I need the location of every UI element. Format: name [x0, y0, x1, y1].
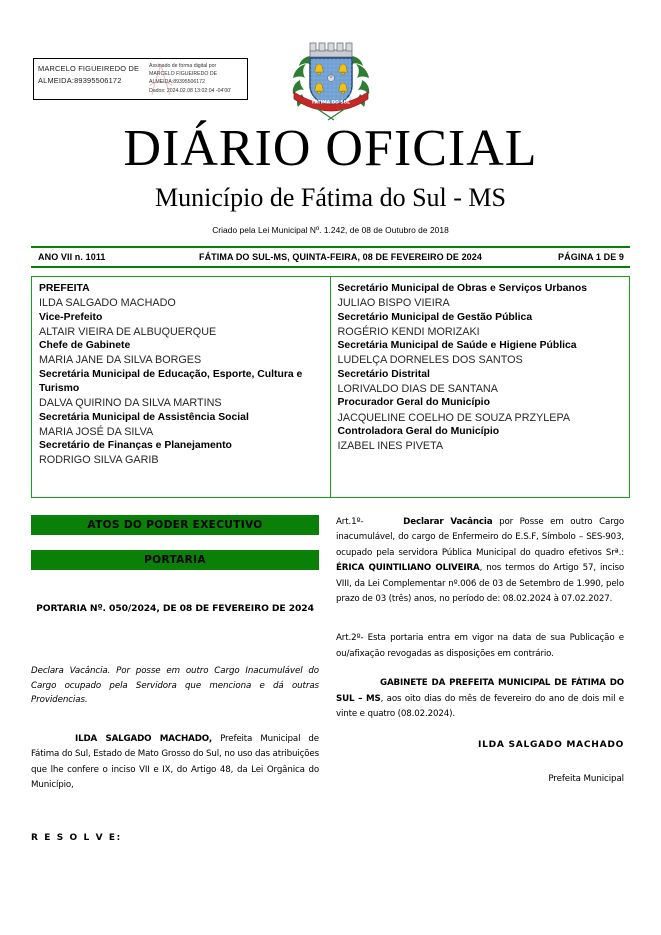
preamble-mayor-name: ILDA SALGADO MACHADO,	[75, 733, 212, 744]
section-header-portaria: PORTARIA	[31, 550, 319, 570]
signature-swirl-icon	[148, 63, 174, 97]
issue-page-number: PÁGINA 1 DE 9	[558, 252, 624, 262]
coat-of-arms-icon	[288, 38, 374, 122]
gabinete-paragraph	[336, 676, 624, 722]
resolve-label: R E S O L V E:	[31, 833, 122, 844]
masthead	[0, 0, 661, 115]
article-1-emphasis-declarar: Declarar Vacância	[403, 517, 493, 527]
official-role: Chefe de Gabinete	[39, 340, 131, 352]
signature-detail-line3: ALMEIDA:89395506172	[149, 79, 205, 86]
signature-subject	[34, 59, 146, 99]
article-1-label: Art.1º-	[336, 517, 364, 527]
official-role: PREFEITA	[39, 283, 90, 294]
official-name: JULIAO BISPO VIEIRA	[337, 297, 450, 310]
official-role: Secretária Municipal de Educação, Esporte, Cultura e Turismo	[39, 368, 303, 395]
page-title: DIÁRIO OFICIAL	[123, 120, 538, 177]
signer-name: ILDA SALGADO MACHADO	[478, 740, 624, 751]
left-column	[31, 515, 319, 843]
official-name: MARIA JANE DA SILVA BORGES	[39, 354, 202, 367]
official-name: JACQUELINE COELHO DE SOUZA PRZYLEPA	[337, 411, 571, 424]
body-columns	[31, 515, 630, 843]
official-name: LORIVALDO DIAS DE SANTANA	[337, 383, 498, 396]
official-role: Procurador Geral do Município	[337, 397, 490, 409]
article-1-servant-name: ÉRICA QUINTILIANO OLIVEIRA	[336, 563, 480, 574]
signature-detail-line1: Assinado de forma digital por	[149, 63, 217, 69]
digital-signature-stamp	[33, 58, 248, 100]
article-1	[336, 515, 624, 607]
signature-details	[146, 59, 247, 99]
official-role: Vice-Prefeito	[39, 311, 103, 323]
portaria-preamble	[31, 732, 319, 794]
page-subtitle: Município de Fátima do Sul - MS	[155, 183, 506, 212]
official-name: ROGÉRIO KENDI MORIZAKI	[337, 325, 480, 338]
official-role: Secretária Municipal de Saúde e Higiene Pública	[337, 340, 577, 352]
section-header-atos: ATOS DO PODER EXECUTIVO	[31, 515, 319, 535]
gabinete-office-name: GABINETE DA PREFEITA MUNICIPAL DE FÁTIMA DO SUL – MS	[336, 678, 624, 704]
official-role: Secretário Municipal de Gestão Pública	[337, 311, 533, 323]
officials-column-right	[331, 277, 630, 497]
official-role: Secretário Municipal de Obras e Serviços Urbanos	[337, 283, 587, 294]
article-2	[336, 631, 624, 662]
article-2-text: Esta portaria entra em vigor na data de sua Publicação e ou/afixação revogadas as disposições em contrário.	[336, 633, 624, 659]
right-column	[336, 515, 624, 843]
created-by-law-note: Criado pela Lei Municipal Nº. 1.242, de 08 de Outubro de 2018	[212, 225, 449, 235]
official-role: Secretário de Finanças e Planejamento	[39, 440, 232, 452]
official-name: IZABEL INES PIVETA	[337, 440, 444, 453]
official-name: ALTAIR VIEIRA DE ALBUQUERQUE	[39, 325, 217, 338]
article-1-text-middle: por Posse em outro Cargo inacumulável, do cargo de Enfermeiro do E.S.F, Símbolo – SES-903, ocupado pela servidora Pública Municipal do quadro efetivos Srª.:	[336, 517, 624, 558]
official-name: ILDA SALGADO MACHADO	[39, 297, 176, 310]
gabinete-text: , aos oito dias do mês de fevereiro do ano de dois mil e vinte e quatro (08.02.2024).	[336, 693, 625, 720]
signature-subject-line1: MARCELO FIGUEIREDO DE	[38, 64, 140, 73]
signature-detail-line2: MARCELO FIGUEIREDO DE	[149, 71, 218, 78]
officials-table	[31, 276, 630, 498]
signer-role: Prefeita Municipal	[548, 774, 624, 785]
portaria-title: PORTARIA Nº. 050/2024, DE 08 DE FEVEREIRO DE 2024	[36, 603, 314, 614]
article-1-text-end: , nos termos do Artigo 57, inciso VIII, da Lei Complementar nº.006 de 03 de Setembro de 1.990, pelo prazo de 03 (três) anos, no período de: 08.02.2024 à 07.02.2027.	[336, 563, 625, 605]
issue-year-number: ANO VII n. 1011	[38, 252, 106, 262]
official-name: MARIA JOSÉ DA SILVA	[39, 425, 154, 438]
official-role: Secretário Distrital	[337, 368, 430, 380]
official-name: LUDELÇA DORNELES DOS SANTOS	[337, 354, 523, 367]
official-name: RODRIGO SILVA GARIB	[39, 454, 159, 467]
crest-banner-label: FÁTIMA DO SUL	[311, 100, 350, 106]
preamble-text: Prefeita Municipal de Fátima do Sul, Estado de Mato Grosso do Sul, no uso das atribuições que lhe confere o inciso VII e IX, do Artigo 48, da Lei Orgânica do Município,	[31, 733, 319, 790]
official-name: DALVA QUIRINO DA SILVA MARTINS	[39, 397, 222, 410]
issue-info-bar	[31, 246, 630, 268]
article-2-label: Art.2º-	[336, 633, 364, 644]
issue-place-date: FÁTIMA DO SUL-MS, QUINTA-FEIRA, 08 DE FEVEREIRO DE 2024	[198, 252, 483, 262]
official-role: Controladora Geral do Município	[337, 426, 500, 438]
signature-detail-line4: Dados: 2024.02.08 13:02:04 -04'00'	[149, 87, 232, 94]
signature-subject-line2: ALMEIDA:89395506172	[38, 75, 122, 85]
portaria-ementa: Declara Vacância. Por posse em outro Cargo Inacumulável do Cargo ocupado pela Servidora que menciona e dá outras Providencias.	[31, 666, 319, 706]
officials-column-left	[32, 277, 331, 497]
official-role: Secretária Municipal de Assistência Social	[39, 411, 249, 423]
